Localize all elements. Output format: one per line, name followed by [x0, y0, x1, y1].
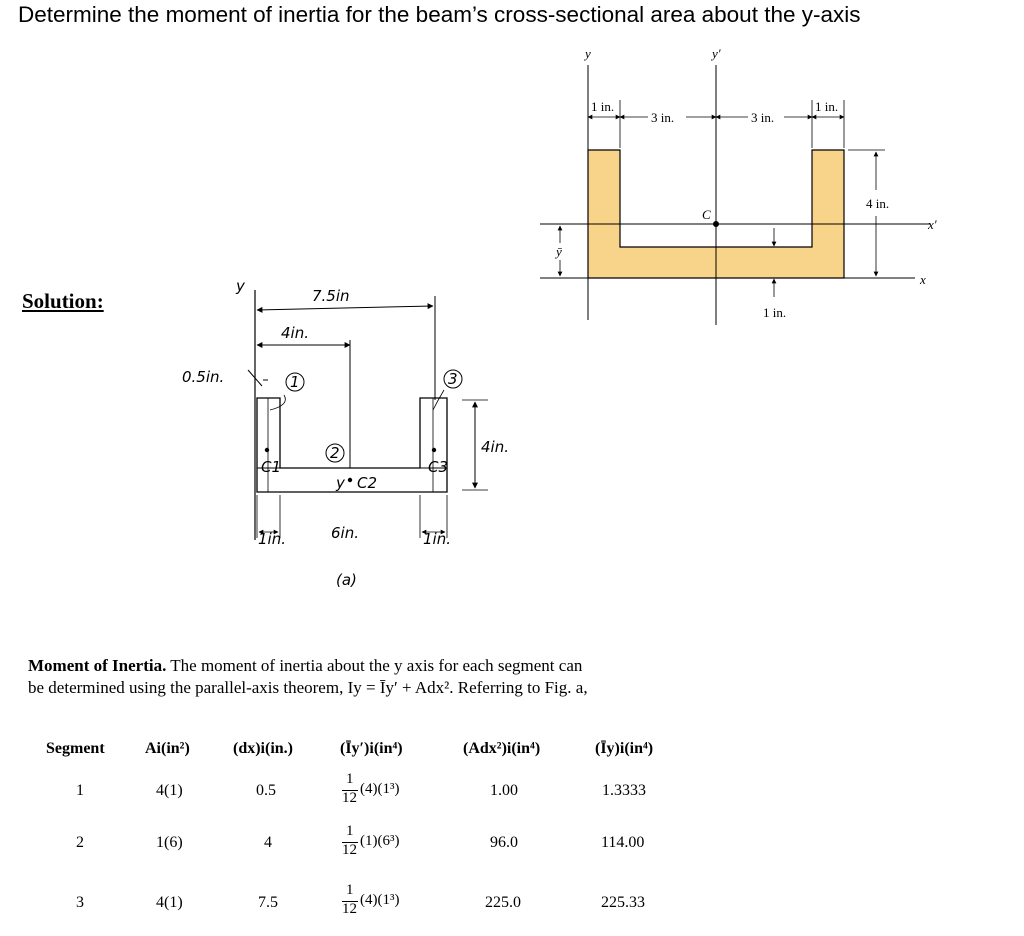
cell-area: 4(1): [156, 894, 183, 911]
sketch-seg3: 3: [448, 370, 458, 388]
frac-rest: (4)(1³): [360, 892, 400, 908]
frac-num: 1: [346, 771, 354, 787]
sketch-label-7-5in: 7.5in: [312, 287, 350, 305]
label-x-prime: x′: [928, 217, 937, 232]
cell-adx2: 96.0: [490, 834, 518, 851]
cell-area: 4(1): [156, 782, 183, 799]
header-adx2: (Adx²)i(in⁴): [463, 740, 541, 757]
channel-section-figure: [530, 40, 1000, 340]
solution-sketch: [170, 260, 550, 600]
sketch-c3: C3: [428, 458, 449, 476]
cell-dx: 4: [264, 834, 272, 851]
sketch-seg2: 2: [330, 444, 340, 462]
sketch-label-0-5in: 0.5in.: [182, 368, 225, 386]
header-dx: (dx)i(in.): [233, 740, 293, 757]
sketch-label-4in: 4in.: [281, 324, 309, 342]
frac-den: 12: [342, 901, 357, 917]
frac-num: 1: [346, 882, 354, 898]
moment-of-inertia-paragraph: [28, 655, 718, 699]
intro-bold: Moment of Inertia.: [28, 656, 167, 675]
cell-iy: 114.00: [601, 834, 645, 851]
cell-segment: 1: [76, 782, 84, 799]
sketch-c1: C1: [261, 458, 282, 476]
label-x: x: [920, 272, 926, 287]
header-ibar-prime: (Īy′)i(in⁴): [340, 740, 403, 757]
cell-adx2: 1.00: [490, 782, 518, 799]
cell-area: 1(6): [156, 834, 183, 851]
frac-rest: (4)(1³): [360, 781, 400, 797]
frac-rest: (1)(6³): [360, 833, 400, 849]
frac-num: 1: [346, 823, 354, 839]
label-centroid: C: [702, 207, 711, 222]
label-y-prime: y′: [712, 46, 721, 61]
cell-iy: 1.3333: [602, 782, 646, 799]
sketch-label-h4in: 4in.: [481, 438, 509, 456]
solution-heading: Solution:: [22, 289, 104, 313]
sketch-c2: C2: [357, 474, 378, 492]
sketch-label-w1in-left: 1in.: [258, 530, 286, 548]
label-dim-4in: 4 in.: [866, 196, 890, 211]
cell-segment: 2: [76, 834, 84, 851]
intro-line1: The moment of inertia about the y axis for each segment can: [166, 656, 583, 675]
problem-title: Determine the moment of inertia for the beam’s cross-sectional area about the y-axis: [18, 2, 861, 27]
cell-dx: 0.5: [256, 782, 276, 799]
label-ybar: ȳ: [556, 244, 562, 259]
sketch-label-w1in-right: 1in.: [423, 530, 451, 548]
cell-iy: 225.33: [601, 894, 645, 911]
label-dim-1in-bottom: 1 in.: [763, 305, 787, 320]
centroid-dot: [713, 221, 719, 227]
label-dim-3in-left: 3 in.: [651, 110, 675, 125]
label-y: y: [585, 46, 591, 61]
frac-den: 12: [342, 842, 357, 858]
cell-dx: 7.5: [258, 894, 278, 911]
header-segment: Segment: [46, 740, 105, 757]
sketch-caption: (a): [336, 571, 357, 589]
sketch-y-small: y: [336, 474, 345, 492]
frac-den: 12: [342, 790, 357, 806]
sketch-label-w6in: 6in.: [331, 524, 359, 542]
sketch-label-y: y: [236, 277, 245, 295]
header-iy: (Īy)i(in⁴): [595, 740, 654, 757]
header-area: Ai(in²): [145, 740, 190, 757]
intro-line2: be determined using the parallel-axis theorem, Iy = Īy′ + Adx². Referring to Fig. a,: [28, 678, 588, 697]
sketch-seg1: 1: [290, 373, 300, 391]
label-dim-3in-right: 3 in.: [751, 110, 775, 125]
cell-segment: 3: [76, 894, 84, 911]
cell-adx2: 225.0: [485, 894, 521, 911]
label-dim-1in-left: 1 in.: [591, 99, 615, 114]
label-dim-1in-right: 1 in.: [815, 99, 839, 114]
